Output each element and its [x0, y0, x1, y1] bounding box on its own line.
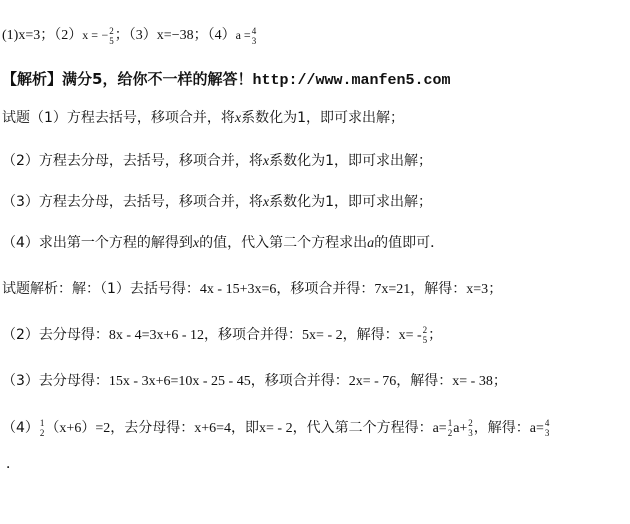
analysis-line-3	[2, 192, 432, 213]
solution-3-mid-2: ，解得：	[396, 373, 453, 389]
solution-2-label: （2）去分母得：	[2, 327, 109, 343]
solution-4-f0-denominator: 2	[39, 428, 45, 438]
analysis-line-3-var: x	[262, 195, 270, 210]
solution-4-mid: ，去分母得：	[110, 420, 195, 436]
solution-1-answer: x=3	[466, 282, 489, 297]
solution-1-end: ；	[488, 281, 503, 297]
solution-2-fraction	[423, 325, 428, 345]
answer-a-denominator: 3	[251, 35, 257, 46]
answer-x2-numerator: 2	[109, 25, 114, 36]
solution-4-fraction-a2	[468, 418, 473, 438]
analysis-line-4-var-x: x	[192, 236, 200, 251]
solution-4-f1-denominator: 2	[447, 428, 453, 438]
solution-2-end: ；	[428, 327, 443, 343]
answer-part-3: ；（3）x=−38；（4）	[114, 28, 236, 43]
analysis-line-3-prefix: （3）方程去分母，去括号，移项合并，将	[2, 194, 263, 210]
analysis-line-2-rest: 系数化为1，即可求出解；	[269, 153, 433, 169]
solution-4-mid-2: ，即	[231, 420, 260, 436]
solution-4-a-mid: a+	[453, 421, 468, 436]
solution-4-mid-4: ，解得：	[473, 420, 530, 436]
solution-4-a-lhs: a=	[432, 421, 447, 436]
solution-2-equation-1: 8x - 4=3x+6 - 12	[108, 328, 205, 343]
analysis-line-3-rest: 系数化为1，即可求出解；	[269, 194, 433, 210]
solution-1-label: 试题解析：解：（1）去括号得：	[2, 281, 200, 297]
analysis-line-4-prefix: （4）求出第一个方程的解得到	[2, 235, 193, 251]
solution-line-2	[2, 325, 442, 346]
solution-1-equation-2: 7x=21	[374, 282, 411, 297]
site-url: http://www.manfen5.com	[252, 72, 451, 89]
solution-4-f2-denominator: 3	[468, 428, 473, 438]
answer-x2-fraction	[109, 26, 114, 46]
analysis-line-1-prefix: 试题（	[2, 110, 44, 126]
solution-1-mid: ，移项合并得：	[276, 281, 375, 297]
solution-2-numerator: 2	[422, 325, 428, 335]
analysis-line-1	[2, 108, 404, 129]
solution-1-mid-2: ，解得：	[410, 281, 467, 297]
solution-2-mid-2: ，解得：	[342, 327, 399, 343]
answer-a-numerator: 4	[251, 25, 257, 36]
solution-4-equation-3: x= - 2	[259, 421, 293, 436]
analysis-line-1-var: x	[234, 111, 242, 126]
analysis-line-2-prefix: （2）方程去分母，去括号，移项合并，将	[2, 153, 263, 169]
solution-3-equation-1: 15x - 3x+6=10x - 25 - 45	[108, 374, 251, 389]
solution-4-f3-numerator: 4	[544, 418, 550, 428]
analysis-line-4-var-a: a	[367, 236, 375, 251]
solution-3-answer: x= - 38	[452, 374, 493, 389]
solution-3-label: （3）去分母得：	[2, 373, 109, 389]
answer-x2-sign: −	[101, 28, 109, 42]
solution-4-fraction-answer	[545, 418, 550, 438]
analysis-line-1-rest: 系数化为1，即可求出解；	[241, 110, 405, 126]
solution-3-equation-2: 2x= - 76	[348, 374, 397, 389]
solution-2-equation-2: 5x= - 2	[302, 328, 343, 343]
analysis-bracket-label: 【解析】	[2, 70, 63, 88]
answer-x2-lhs: x =	[82, 28, 99, 42]
solution-4-mid-3: ，代入第二个方程得：	[292, 420, 433, 436]
analysis-line-2	[2, 151, 432, 172]
answer-a-fraction	[252, 26, 257, 46]
analysis-line-1-text: 1）方程去括号，移项合并，将	[44, 110, 235, 126]
answer-part-1: (1)x=3；（2）	[2, 28, 83, 43]
solution-4-equation-1: （x+6）=2	[45, 421, 111, 436]
solution-4-f1-numerator: 1	[447, 418, 453, 428]
solution-4-f0-numerator: 1	[39, 418, 45, 428]
analysis-line-4	[2, 233, 444, 254]
analysis-header	[2, 69, 451, 91]
answer-line	[2, 25, 257, 46]
solution-4-equation-2: x+6=4	[194, 421, 232, 436]
solution-4-answer-lhs: a=	[529, 421, 544, 436]
solution-3-end: ；	[492, 373, 507, 389]
solution-2-denominator: 5	[422, 335, 428, 345]
solution-4-fraction-1	[40, 418, 45, 438]
solution-2-mid: ，移项合并得：	[204, 327, 303, 343]
solution-line-4	[2, 418, 550, 439]
answer-a-lhs: a =	[235, 28, 251, 42]
solution-4-fraction-a1	[448, 418, 453, 438]
solution-4-end-period: ．	[6, 456, 20, 472]
analysis-line-4-mid: 的值，代入第二个方程求出	[199, 235, 368, 251]
solution-3-mid: ，移项合并得：	[250, 373, 349, 389]
solution-4-f3-denominator: 3	[544, 428, 550, 438]
analysis-slogan: 满分5，给你不一样的解答！	[62, 70, 253, 88]
solution-4-f2-numerator: 2	[468, 418, 473, 428]
solution-1-equation-1: 4x - 15+3x=6	[199, 282, 277, 297]
solution-4-label: （4）	[2, 420, 39, 436]
analysis-line-2-var: x	[262, 154, 270, 169]
solution-line-1	[2, 279, 502, 300]
analysis-line-4-rest: 的值即可．	[374, 235, 445, 251]
answer-x2-denominator: 5	[109, 35, 114, 46]
solution-2-answer-lhs: x= -	[398, 328, 422, 343]
solution-line-3	[2, 371, 507, 392]
